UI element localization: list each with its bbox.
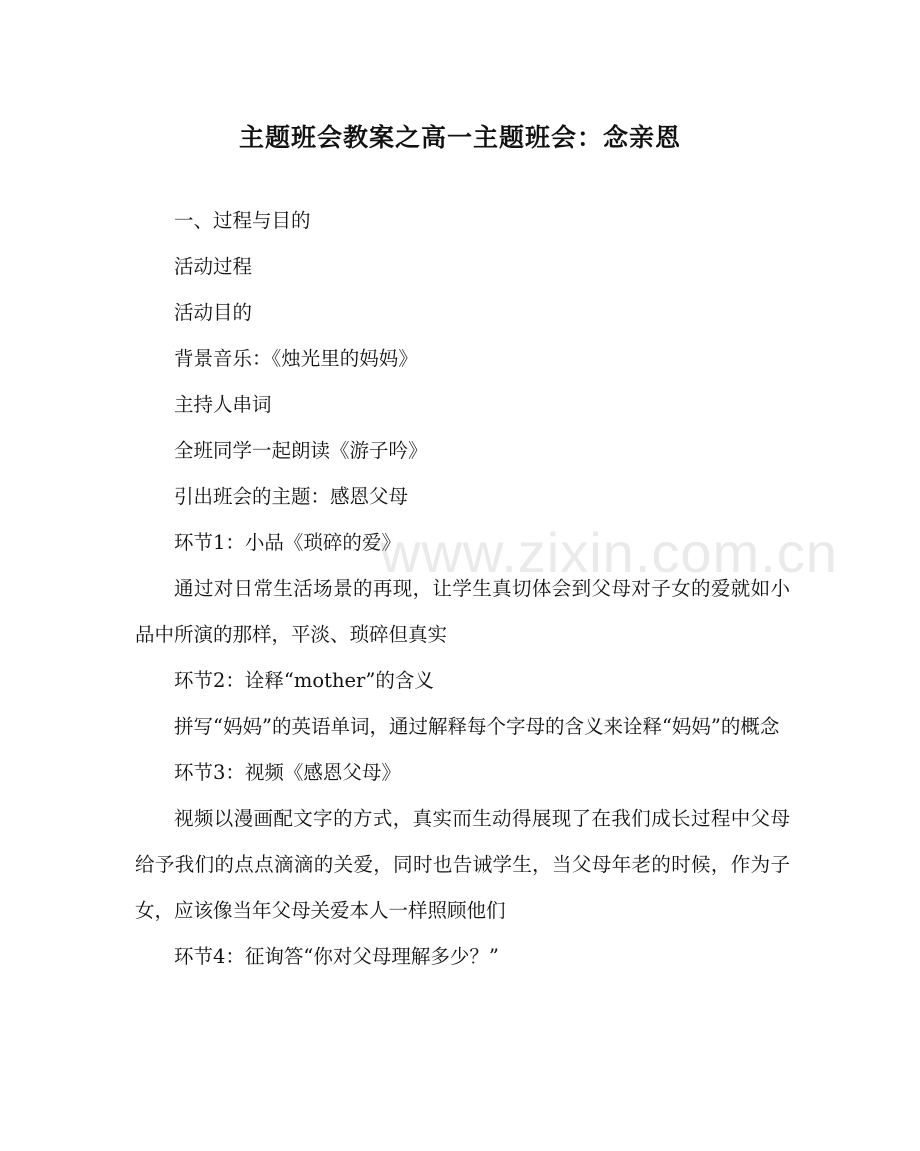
paragraph-step-4: 环节4：征询答“你对父母理解多少？”: [174, 945, 499, 968]
paragraph-host-script: 主持人串词: [174, 393, 272, 416]
paragraph-section-heading: 一、过程与目的: [174, 209, 311, 232]
paragraph-theme-intro: 引出班会的主题：感恩父母: [174, 485, 409, 508]
paragraph-background-music: 背景音乐：《烛光里的妈妈》: [174, 347, 418, 370]
paragraph-class-reading: 全班同学一起朗读《游子吟》: [174, 439, 428, 462]
paragraph-step-2: 环节2：诠释“mother”的含义: [174, 669, 434, 692]
document-title: 主题班会教案之高一主题班会：念亲恩: [238, 123, 681, 152]
watermark: www.zixin.com.cn: [380, 521, 838, 584]
paragraph-step-3-detail: 视频以漫画配文字的方式，真实而生动得展现了在我们成长过程中父母给予我们的点点滴滴的关爱，同时也告诫学生，当父母年老的时候，作为子女，应该像当年父母关爱本人一样照顾他们: [135, 807, 790, 922]
document-body: [135, 198, 790, 980]
paragraph-step-1: 环节1：小品《琐碎的爱》: [174, 531, 401, 554]
paragraph-activity-goal: 活动目的: [174, 301, 253, 324]
paragraph-step-2-detail: 拼写“妈妈”的英语单词，通过解释每个字母的含义来诠释“妈妈”的概念: [174, 715, 780, 738]
paragraph-step-1-detail: 通过对日常生活场景的再现，让学生真切体会到父母对子女的爱就如小品中所演的那样，平淡、琐碎但真实: [135, 577, 790, 646]
paragraph-step-3: 环节3：视频《感恩父母》: [174, 761, 401, 784]
paragraph-activity-process: 活动过程: [174, 255, 253, 278]
